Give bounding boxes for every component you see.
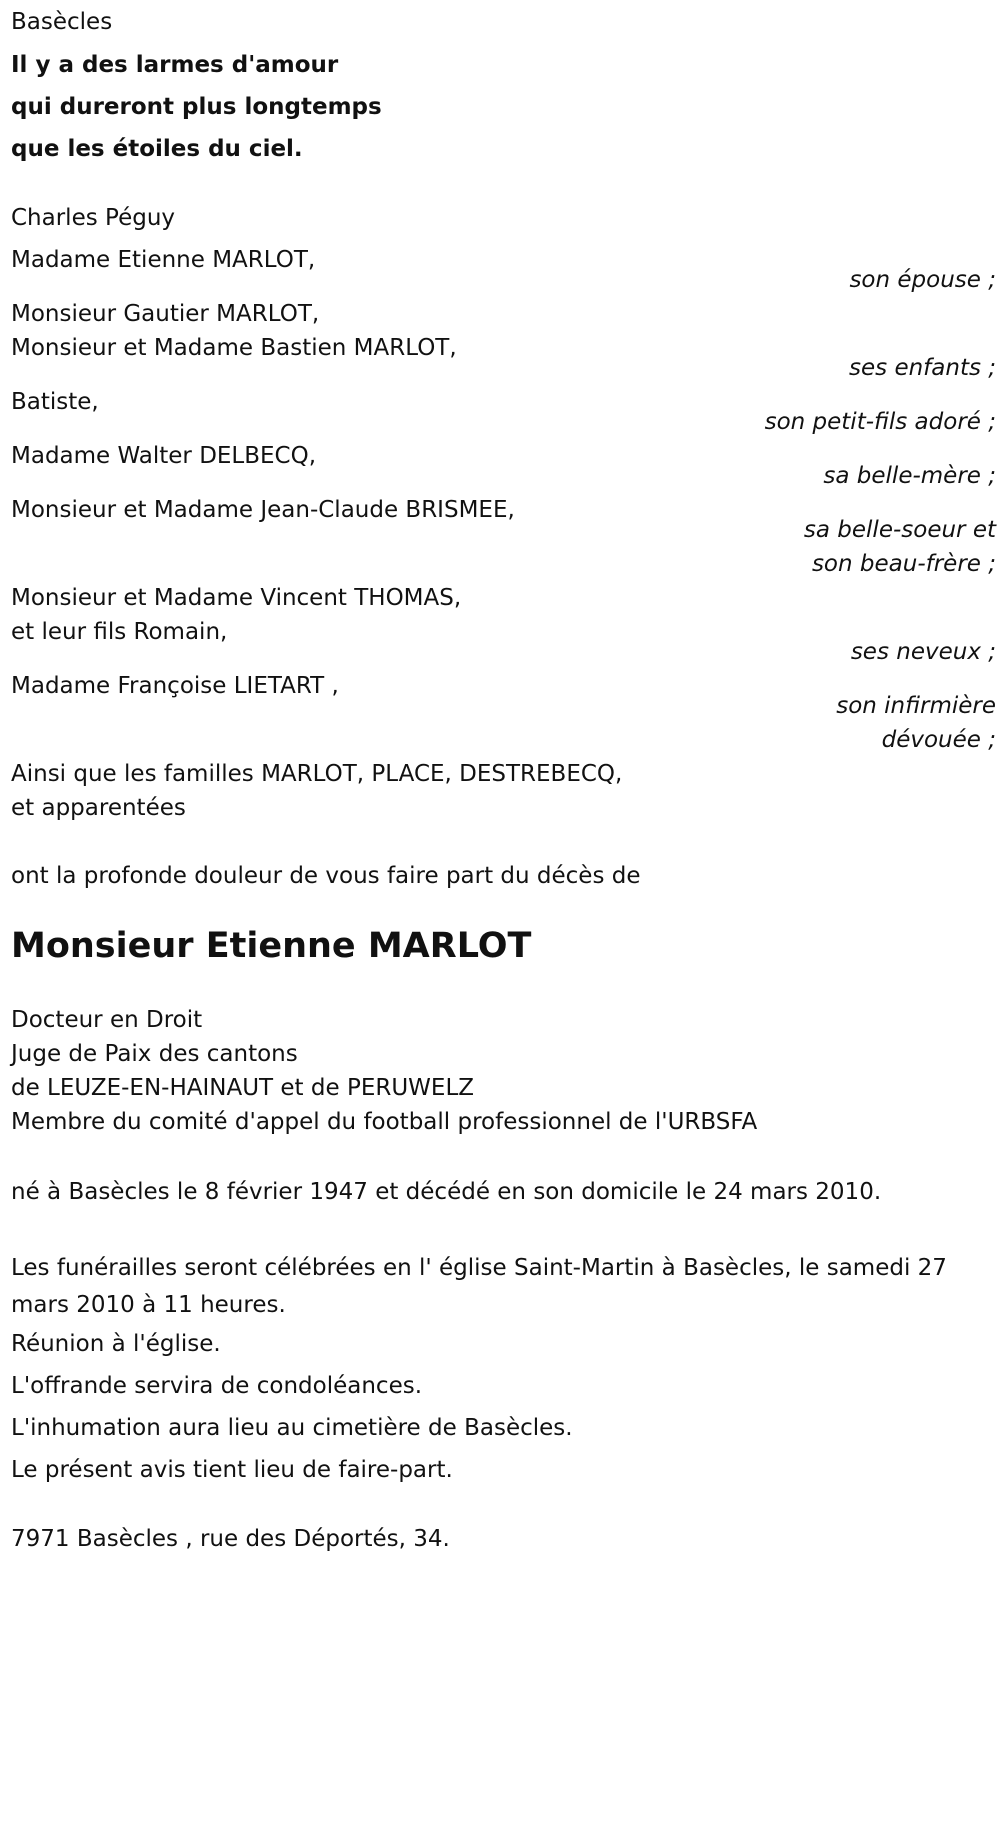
nurse-relation-1: son infirmière	[836, 693, 996, 719]
spouse-relation: son épouse ;	[849, 267, 996, 293]
poem-line-2: qui dureront plus longtemps	[11, 94, 382, 120]
child-name-2: Monsieur et Madame Bastien MARLOT,	[11, 335, 457, 361]
nephews-name-2: et leur fils Romain,	[11, 619, 228, 645]
nurse-relation-2: dévouée ;	[881, 727, 996, 753]
burial-text: L'inhumation aura lieu au cimetière de Basècles.	[11, 1415, 573, 1441]
nephews-relation: ses neveux ;	[850, 639, 996, 665]
location-text: Basècles	[11, 9, 113, 35]
offering-text: L'offrande servira de condoléances.	[11, 1373, 423, 1399]
poem-line-3: que les étoiles du ciel.	[11, 136, 303, 162]
siblings-in-law-name: Monsieur et Madame Jean-Claude BRISMEE,	[11, 497, 515, 523]
families-line-1: Ainsi que les familles MARLOT, PLACE, DESTREBECQ,	[11, 761, 623, 787]
grandchild-name: Batiste,	[11, 389, 99, 415]
address-text: 7971 Basècles , rue des Déportés, 34.	[11, 1526, 450, 1552]
child-name-1: Monsieur Gautier MARLOT,	[11, 301, 320, 327]
spouse-name: Madame Etienne MARLOT,	[11, 247, 316, 273]
meeting-text: Réunion à l'église.	[11, 1331, 221, 1357]
deceased-title-4: Membre du comité d'appel du football professionnel de l'URBSFA	[11, 1109, 758, 1135]
mother-in-law-relation: sa belle-mère ;	[823, 463, 996, 489]
mother-in-law-name: Madame Walter DELBECQ,	[11, 443, 317, 469]
siblings-in-law-relation-1: sa belle-soeur et	[803, 517, 996, 543]
funeral-text: Les funérailles seront célébrées en l' église Saint-Martin à Basècles, le samedi 27 mars 2010 à 11 heures.	[11, 1255, 947, 1318]
deceased-title-2: Juge de Paix des cantons	[11, 1041, 298, 1067]
families-line-2: et apparentées	[11, 795, 186, 821]
deceased-name: Monsieur Etienne MARLOT	[11, 926, 532, 966]
siblings-in-law-relation-2: son beau-frère ;	[811, 551, 996, 577]
birth-death-text: né à Basècles le 8 février 1947 et décédé en son domicile le 24 mars 2010.	[11, 1179, 882, 1205]
deceased-title-3: de LEUZE-EN-HAINAUT et de PERUWELZ	[11, 1075, 475, 1101]
grandchild-relation: son petit-fils adoré ;	[764, 409, 996, 435]
deceased-title-1: Docteur en Droit	[11, 1007, 203, 1033]
notice-text: Le présent avis tient lieu de faire-part.	[11, 1457, 453, 1483]
children-relation: ses enfants ;	[849, 355, 996, 381]
announcement-text: ont la profonde douleur de vous faire part du décès de	[11, 863, 641, 889]
poem-author: Charles Péguy	[11, 205, 176, 231]
nephews-name-1: Monsieur et Madame Vincent THOMAS,	[11, 585, 462, 611]
nurse-name: Madame Françoise LIETART ,	[11, 673, 339, 699]
poem-line-1: Il y a des larmes d'amour	[11, 52, 339, 78]
